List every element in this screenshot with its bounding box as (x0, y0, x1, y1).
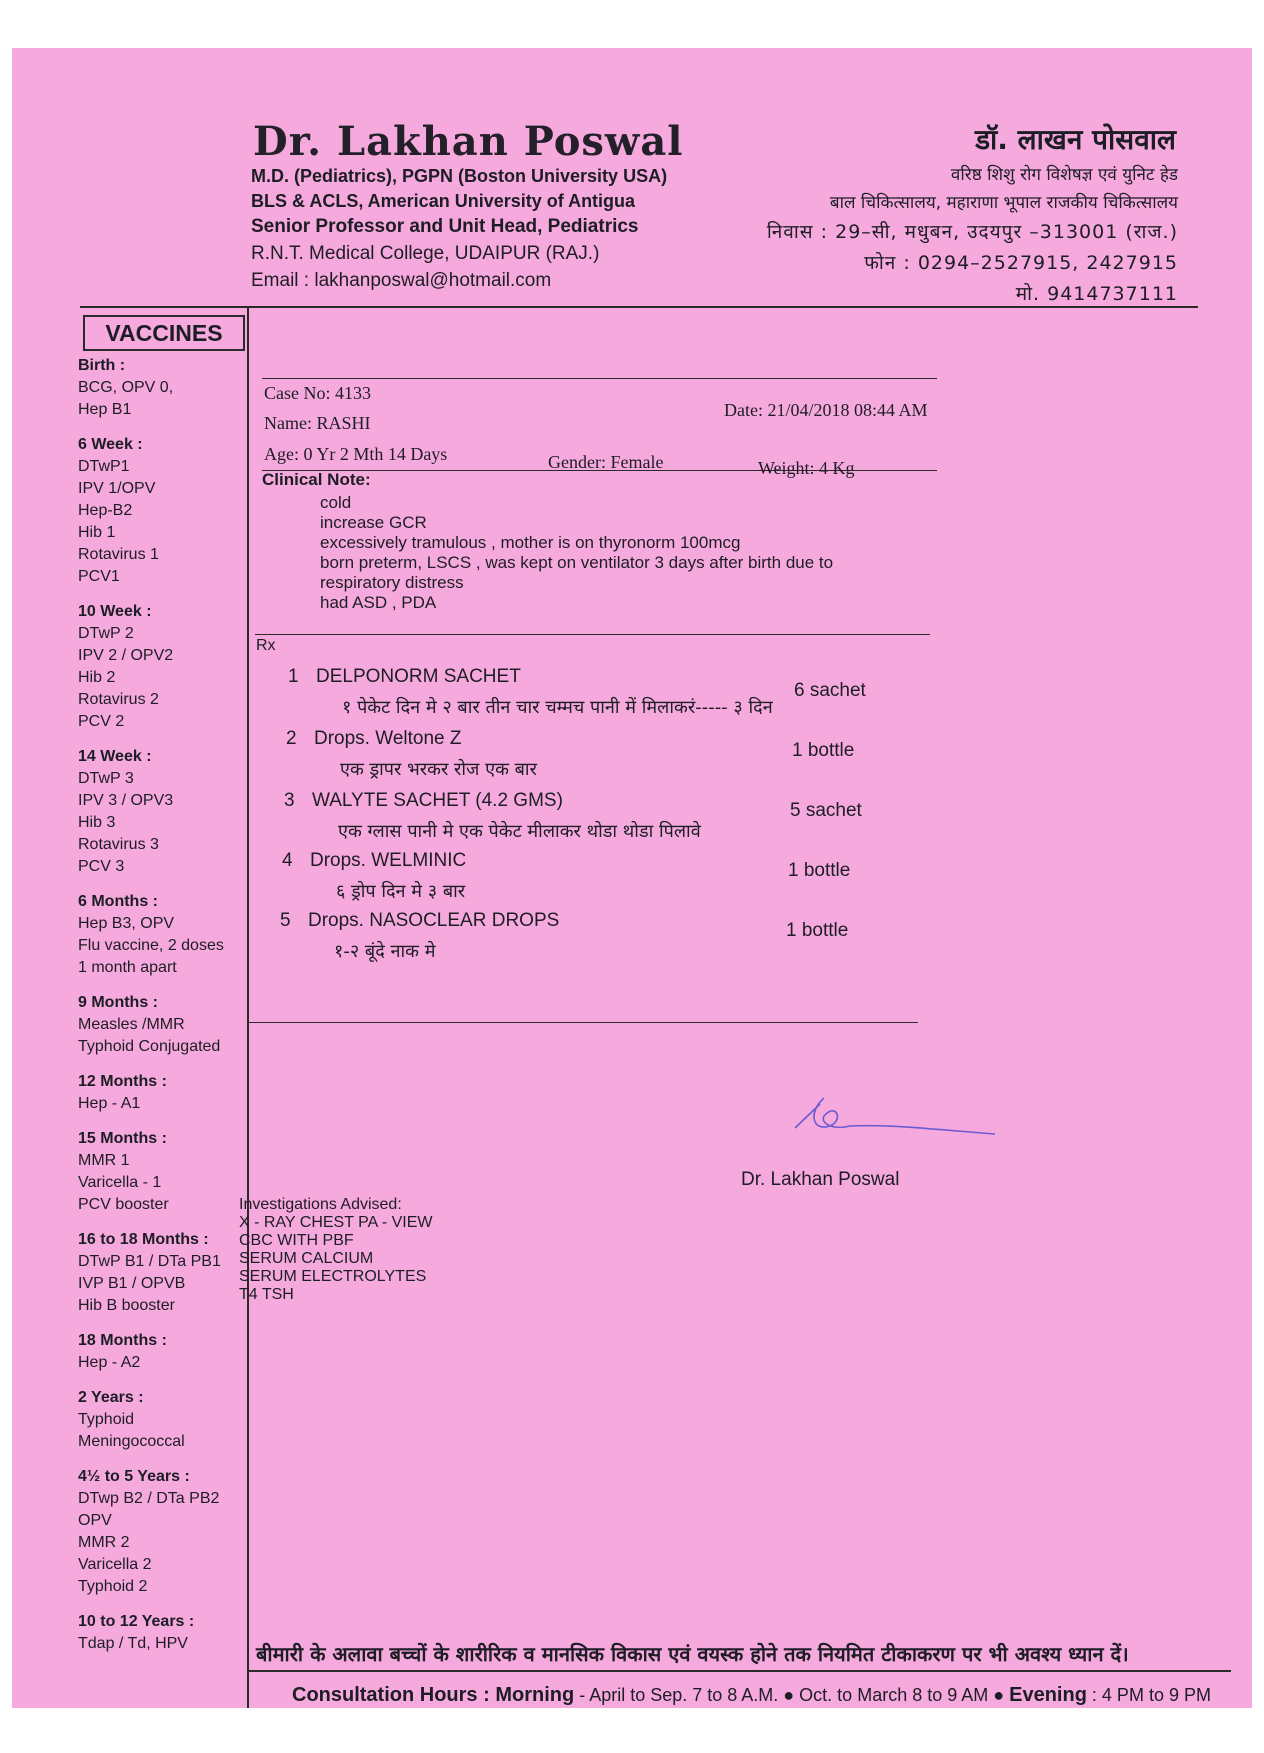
vaccine-item: DTwp B2 / DTa PB2 (78, 1490, 220, 1507)
vaccine-group (78, 601, 248, 733)
vaccine-group-title: 6 Months : (78, 893, 158, 910)
clinical-note-line: excessively tramulous , mother is on thyronorm 100mcg (320, 533, 741, 552)
vaccine-item: Hep-B2 (78, 502, 133, 519)
rx-quantity: 5 sachet (790, 800, 862, 821)
clinical-note-title: Clinical Note: (262, 470, 371, 489)
vaccine-group-title: 10 Week : (78, 603, 152, 620)
vaccine-item: MMR 1 (78, 1152, 130, 1169)
vaccination-reminder: बीमारी के अलावा बच्चों के शारीरिक व मानसिक विकास एवं वयस्क होने तक नियमित टीकाकरण पर भी अवश्य ध्यान दें। (256, 1642, 1129, 1666)
vaccine-item: DTwP B1 / DTa PB1 (78, 1253, 221, 1270)
rx-medicine (288, 666, 521, 688)
vaccine-group (78, 992, 248, 1058)
vaccine-item: PCV 2 (78, 713, 125, 730)
footer-rule (249, 1670, 1231, 1672)
patient-name: Name: RASHI (264, 413, 371, 433)
hospital-hindi: बाल चिकित्सालय, महाराणा भूपाल राजकीय चिकित्सालय (829, 193, 1178, 213)
vaccine-group (78, 355, 248, 421)
qualification-2: BLS & ACLS, American University of Antigua (251, 191, 636, 211)
case-number: Case No: 4133 (264, 383, 371, 403)
morning-hours: - April to Sep. 7 to 8 A.M. ● Oct. to March 8 to 9 AM ● (574, 1685, 1010, 1705)
case-date: Date: 21/04/2018 08:44 AM (724, 400, 928, 420)
vaccine-item: PCV1 (78, 568, 120, 585)
vaccine-item: Hib 3 (78, 814, 116, 831)
rx-number: 1 (288, 666, 299, 687)
investigations-list (239, 1214, 433, 1304)
vaccine-item: Rotavirus 2 (78, 691, 159, 708)
vaccine-item: Rotavirus 1 (78, 546, 159, 563)
rx-number: 5 (280, 910, 291, 931)
evening-hours: : 4 PM to 9 PM (1086, 1685, 1211, 1705)
vaccine-item: Hib 1 (78, 524, 116, 541)
vaccine-item: Hib 2 (78, 669, 116, 686)
rx-direction: एक ड्रापर भरकर रोज एक बार (340, 759, 537, 780)
rx-medicine-name: Drops. WELMINIC (310, 850, 467, 871)
rx-direction: ६ ड्रोप दिन मे ३ बार (336, 881, 466, 902)
signature-name: Dr. Lakhan Poswal (741, 1169, 900, 1190)
vaccine-item: DTwP 2 (78, 625, 134, 642)
vaccine-item: BCG, OPV 0, (78, 379, 174, 396)
rx-medicine-name: WALYTE SACHET (4.2 GMS) (312, 790, 563, 811)
rx-quantity: 6 sachet (794, 680, 866, 701)
email: Email : lakhanposwal@hotmail.com (251, 270, 552, 291)
vaccine-group-title: 6 Week : (78, 436, 143, 453)
vaccine-item: IPV 3 / OPV3 (78, 792, 174, 809)
clinical-note (320, 493, 833, 613)
vaccine-group (78, 1330, 248, 1374)
vaccine-group-title: 14 Week : (78, 748, 152, 765)
investigation-item: SERUM CALCIUM (239, 1250, 374, 1267)
rx-end-rule (248, 1022, 918, 1023)
rx-medicine-name: Drops. NASOCLEAR DROPS (308, 910, 560, 931)
vaccine-item: Hep B1 (78, 401, 132, 418)
vaccine-group-title: 12 Months : (78, 1073, 167, 1090)
rx-number: 3 (284, 790, 295, 811)
phone-hindi: फोन : 0294–2527915, 2427915 (864, 252, 1178, 274)
vaccine-item: Hib B booster (78, 1297, 175, 1314)
qualification-1: M.D. (Pediatrics), PGPN (Boston University USA) (251, 166, 668, 186)
rx-number: 2 (286, 728, 297, 749)
vaccine-group (78, 1229, 248, 1317)
vaccine-item: PCV booster (78, 1196, 169, 1213)
vaccine-group (78, 891, 248, 979)
designation: Senior Professor and Unit Head, Pediatrics (251, 216, 639, 237)
investigations (239, 1196, 433, 1304)
consultation-label: Consultation Hours : (292, 1684, 496, 1706)
vaccine-item: Hep - A2 (78, 1354, 141, 1371)
doctor-name: Dr. Lakhan Poswal (253, 118, 684, 165)
rx-medicine-name: DELPONORM SACHET (316, 666, 521, 687)
vaccine-item: IPV 2 / OPV2 (78, 647, 174, 664)
vaccine-item: IPV 1/OPV (78, 480, 156, 497)
vaccine-item: Typhoid Conjugated (78, 1038, 221, 1055)
vaccine-item: OPV (78, 1512, 112, 1529)
vaccine-item: PCV 3 (78, 858, 125, 875)
vaccine-item: Rotavirus 3 (78, 836, 159, 853)
investigation-item: SERUM ELECTROLYTES (239, 1268, 427, 1285)
vaccine-item: Flu vaccine, 2 doses (78, 937, 224, 954)
vaccine-group (78, 1387, 248, 1453)
patient-age: Age: 0 Yr 2 Mth 14 Days (264, 444, 448, 464)
rx-direction: १ पेकेट दिन मे २ बार तीन चार चम्मच पानी में मिलाकरं----- ३ दिन (342, 697, 773, 718)
college: R.N.T. Medical College, UDAIPUR (RAJ.) (251, 243, 600, 264)
vaccine-item: Meningococcal (78, 1433, 185, 1450)
patient-gender: Gender: Female (548, 452, 664, 472)
rx-number: 4 (282, 850, 293, 871)
vaccine-item: DTwP1 (78, 458, 130, 475)
rx-direction: १-२ बूंदे नाक मे (334, 941, 436, 962)
vaccine-group-title: Birth : (78, 357, 126, 374)
rx-direction: एक ग्लास पानी मे एक पेकेट मीलाकर थोडा थोडा पिलावे (338, 821, 701, 842)
vaccine-item: Varicella - 1 (78, 1174, 162, 1191)
clinical-note-line: increase GCR (320, 513, 427, 532)
morning-label: Morning (495, 1684, 575, 1706)
vaccine-group (78, 1128, 248, 1216)
vaccine-item: IVP B1 / OPVB (78, 1275, 186, 1292)
rx-rule (255, 634, 930, 635)
vaccine-item: Tdap / Td, HPV (78, 1635, 188, 1652)
vaccine-group-title: 4½ to 5 Years : (78, 1468, 190, 1485)
rx-label: Rx (256, 637, 276, 654)
clinical-note-line: born preterm, LSCS , was kept on ventilator 3 days after birth due to (320, 553, 834, 572)
vaccine-group (78, 1611, 248, 1655)
vaccine-group-title: 15 Months : (78, 1130, 167, 1147)
investigation-item: X - RAY CHEST PA - VIEW (239, 1214, 433, 1231)
vaccine-item: Measles /MMR (78, 1016, 185, 1033)
clinical-note-line: cold (320, 493, 352, 512)
vaccine-group (78, 1071, 248, 1115)
evening-label: Evening (1009, 1684, 1087, 1706)
rx-quantity: 1 bottle (786, 920, 849, 941)
address-hindi: निवास : 29–सी, मधुबन, उदयपुर –313001 (राज.) (766, 221, 1178, 243)
rx-medicine-name: Drops. Weltone Z (314, 728, 462, 749)
clinical-note-line: had ASD , PDA (320, 593, 437, 612)
vaccine-group-title: 2 Years : (78, 1389, 144, 1406)
vaccine-group (78, 434, 248, 588)
consultation-hours (292, 1684, 1211, 1707)
designation-hindi: वरिष्ठ शिशु रोग विशेषज्ञ एवं युनिट हेड (950, 165, 1178, 185)
vaccine-item: Hep - A1 (78, 1095, 141, 1112)
vaccine-item: MMR 2 (78, 1534, 130, 1551)
vaccine-item: DTwP 3 (78, 770, 134, 787)
rx-medicine (282, 850, 466, 872)
vaccine-group (78, 746, 248, 878)
vaccine-item: Hep B3, OPV (78, 915, 175, 932)
vaccine-schedule (78, 355, 248, 1668)
vaccines-title: VACCINES (83, 315, 245, 351)
investigation-item: T4 TSH (239, 1286, 294, 1303)
patient-weight: Weight: 4 Kg (758, 458, 855, 478)
clinical-note-line: respiratory distress (320, 573, 464, 592)
rx-medicine (280, 910, 559, 932)
investigation-item: CBC WITH PBF (239, 1232, 354, 1249)
vaccine-item: Typhoid 2 (78, 1578, 148, 1595)
vaccine-group-title: 16 to 18 Months : (78, 1231, 209, 1248)
vaccine-group-title: 10 to 12 Years : (78, 1613, 195, 1630)
vaccine-group (78, 1466, 248, 1598)
vaccine-group-title: 18 Months : (78, 1332, 167, 1349)
vaccine-item: 1 month apart (78, 959, 177, 976)
signature-scribble (790, 1090, 1000, 1150)
rx-medicine (286, 728, 461, 750)
vaccine-item: Varicella 2 (78, 1556, 152, 1573)
rx-quantity: 1 bottle (788, 860, 851, 881)
doctor-name-hindi: डॉ. लाखन पोसवाल (975, 123, 1176, 156)
investigations-title: Investigations Advised: (239, 1196, 402, 1213)
vaccine-item: Typhoid (78, 1411, 135, 1428)
rx-medicine (284, 790, 563, 812)
mobile-hindi: मो. 9414737111 (1015, 283, 1178, 305)
vaccine-group-title: 9 Months : (78, 994, 158, 1011)
rx-quantity: 1 bottle (792, 740, 855, 761)
case-rule-top (262, 378, 937, 379)
